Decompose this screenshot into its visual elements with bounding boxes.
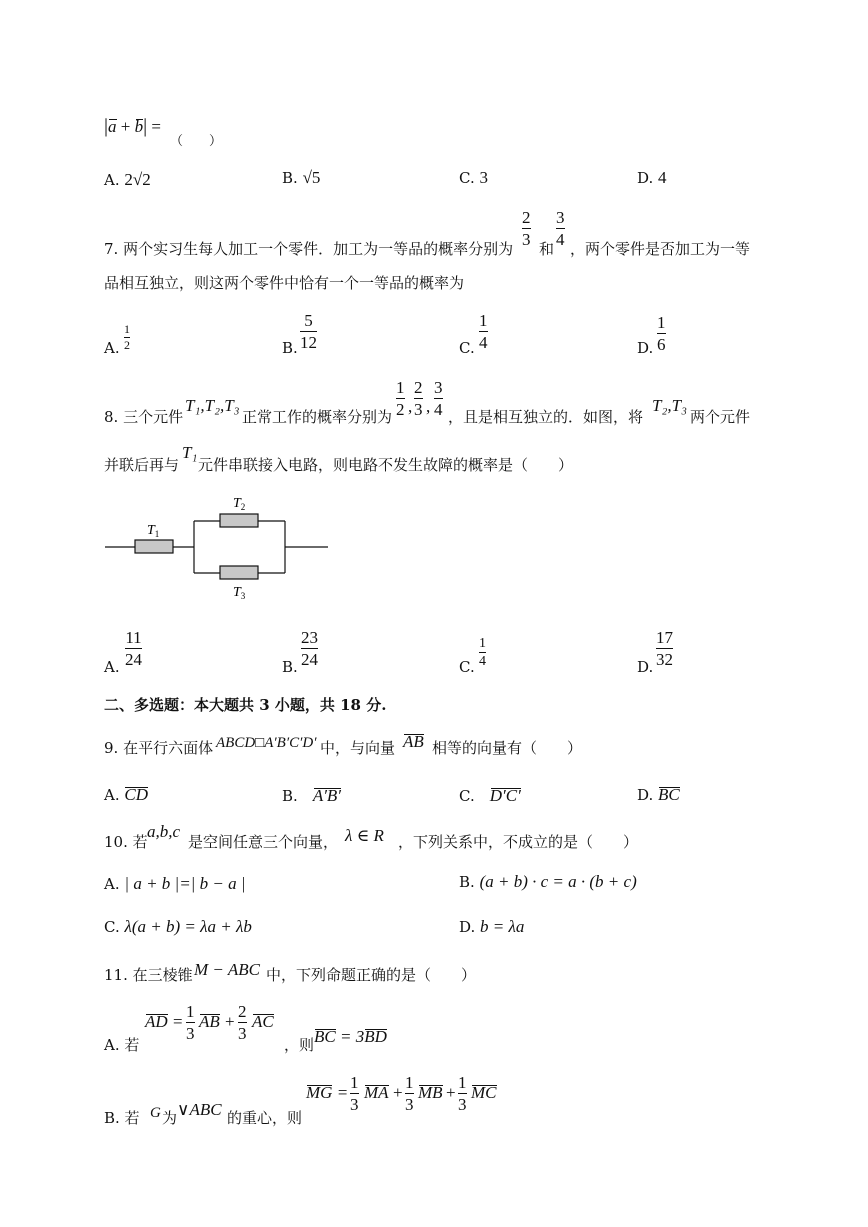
- q7-option-c-letter[interactable]: C.: [459, 339, 475, 357]
- q8-option-a-letter[interactable]: A.: [104, 658, 120, 676]
- q10-text-a: 10. 若: [104, 833, 148, 851]
- q11-option-b-letter[interactable]: B. 若: [104, 1109, 140, 1127]
- q8-option-d-value[interactable]: 17 32: [656, 628, 673, 669]
- q8-comma-2: ,: [426, 397, 431, 416]
- q8-option-b-value[interactable]: 23 24: [301, 628, 318, 669]
- q8-after: ，且是相互独立的．如图，将: [448, 408, 644, 426]
- q6-option-a[interactable]: A. 2√2: [104, 170, 151, 189]
- q8-line2-elem: T₁: [182, 443, 198, 462]
- q7-prob-1: 2 3: [522, 208, 531, 249]
- q11-option-b-g: G: [150, 1105, 161, 1121]
- q7-option-b-letter[interactable]: B.: [282, 339, 298, 357]
- q11-option-a-coef-1: 1 3: [186, 1002, 195, 1043]
- q9-option-a[interactable]: A. CD: [104, 785, 149, 804]
- q8-line2-b: 元件串联接入电路，则电路不发生故障的概率是（ ）: [198, 456, 574, 474]
- q8-mid: 正常工作的概率分别为: [242, 408, 393, 426]
- q11-option-b-vec-1: MA: [364, 1083, 389, 1102]
- q11-option-a-coef-2: 2 3: [238, 1002, 247, 1043]
- q11-option-b-lhs: MG =: [306, 1083, 349, 1102]
- q9-text-c: 相等的向量有（ ）: [432, 739, 583, 757]
- q7-option-d-value[interactable]: 1 6: [657, 313, 666, 354]
- q8-tail: 两个元件: [690, 408, 751, 426]
- q9-text-b: 中，与向量: [320, 739, 396, 757]
- q11-solid: M − ABC: [194, 960, 260, 979]
- q11-option-a-vec-2: AC: [252, 1012, 274, 1031]
- q11-option-b-vec-2: MB: [418, 1083, 443, 1102]
- q11-option-b-vec-3: MC: [471, 1083, 497, 1102]
- q11-text-a: 11. 在三棱锥: [104, 966, 193, 984]
- q6-option-b[interactable]: B. √5: [282, 168, 321, 187]
- q9-vector: AB: [403, 732, 424, 751]
- q7-option-d-letter[interactable]: D.: [637, 339, 654, 357]
- q7-and: 和: [539, 240, 555, 258]
- q11-text-b: 中，下列命题正确的是（ ）: [266, 966, 477, 984]
- q11-option-b-zhong: 的重心，则: [227, 1109, 303, 1127]
- q6-expression: |a + b| =: [104, 115, 161, 137]
- q6-paren: （ ）: [170, 134, 223, 149]
- q11-option-a-then: ，则: [284, 1036, 315, 1054]
- resistor-t1: [135, 540, 173, 553]
- q11-option-a-lhs: AD =: [145, 1012, 184, 1031]
- q7-option-b-value[interactable]: 5 12: [300, 311, 317, 352]
- q11-option-b-wei: 为: [162, 1109, 178, 1127]
- q8-option-b-letter[interactable]: B.: [282, 658, 298, 676]
- q10-text-c: ，下列关系中，不成立的是（ ）: [398, 833, 639, 851]
- q8-elements-2: T₂,T₃: [652, 396, 687, 415]
- q7-option-a-letter[interactable]: A.: [104, 339, 120, 357]
- q8-prob-3: 3 4: [434, 378, 443, 419]
- q7-prob-2: 3 4: [556, 208, 565, 249]
- q8-option-d-letter[interactable]: D.: [637, 658, 654, 676]
- q9-solid: ABCD□A′B′C′D′: [216, 735, 317, 751]
- q8-option-a-value[interactable]: 11 24: [125, 628, 142, 669]
- q10-lambda: λ ∈ R: [345, 826, 384, 845]
- q11-option-b-triangle: ∨ABC: [177, 1100, 222, 1119]
- label-t3: $T_3$: [233, 585, 246, 601]
- resistor-t2: [220, 514, 258, 527]
- circuit-diagram: [100, 488, 340, 603]
- q9-option-c[interactable]: C. D′C′: [459, 786, 521, 805]
- q11-option-b-coef-2: 1 3: [405, 1073, 414, 1114]
- q10-vectors: a,b,c: [147, 822, 181, 841]
- q11-option-b-plus-2: +: [446, 1083, 456, 1102]
- q7-line1-b: ，两个零件是否加工为一等: [570, 240, 751, 258]
- q10-text-b: 是空间任意三个向量，: [188, 833, 339, 851]
- q9-option-d[interactable]: D. BC: [637, 785, 680, 804]
- q11-option-b-coef-3: 1 3: [458, 1073, 467, 1114]
- q8-line2-a: 并联后再与: [104, 456, 180, 474]
- q7-line2: 品相互独立，则这两个零件中恰有一个一等品的概率为: [104, 274, 465, 292]
- q8-option-c-value[interactable]: 1 4: [479, 636, 486, 669]
- q9-option-b[interactable]: B. A′B′: [282, 786, 342, 805]
- q10-option-b[interactable]: B. (a + b) · c = a · (b + c): [459, 872, 637, 891]
- q6-option-c[interactable]: C. 3: [459, 168, 488, 187]
- q10-option-a[interactable]: A. | a + b |=| b − a |: [104, 874, 246, 893]
- q11-option-b-coef-1: 1 3: [350, 1073, 359, 1114]
- q10-option-c[interactable]: C. λ(a + b) = λa + λb: [104, 917, 252, 936]
- section-2-title: 二、多选题：本大题共 3 小题，共 18 分.: [104, 696, 387, 714]
- q7-line1-a: 7. 两个实习生每人加工一个零件．加工为一等品的概率分别为: [104, 240, 514, 258]
- label-t1: $T_1$: [147, 523, 160, 539]
- q7-option-a-value[interactable]: 1 2: [124, 322, 130, 352]
- q11-option-a-plus: +: [225, 1012, 235, 1031]
- q11-option-a-result: BC = 3BD: [314, 1027, 387, 1046]
- q8-prob-1: 1 2: [396, 378, 405, 419]
- q8-elements: T₁,T₂,T₃: [185, 396, 240, 415]
- q11-option-b-plus-1: +: [393, 1083, 403, 1102]
- q10-option-d[interactable]: D. b = λa: [459, 917, 525, 936]
- q8-prob-2: 2 3: [414, 378, 423, 419]
- q6-option-d[interactable]: D. 4: [637, 168, 667, 187]
- q11-option-a-letter[interactable]: A. 若: [104, 1036, 140, 1054]
- q9-text-a: 9. 在平行六面体: [104, 739, 214, 757]
- resistor-t3: [220, 566, 258, 579]
- q11-option-a-vec-1: AB: [199, 1012, 220, 1031]
- q8-comma-1: ,: [408, 397, 413, 416]
- q7-option-c-value[interactable]: 1 4: [479, 311, 488, 352]
- q8-prefix: 8. 三个元件: [104, 408, 184, 426]
- label-t2: $T_2$: [233, 496, 246, 512]
- q8-option-c-letter[interactable]: C.: [459, 658, 475, 676]
